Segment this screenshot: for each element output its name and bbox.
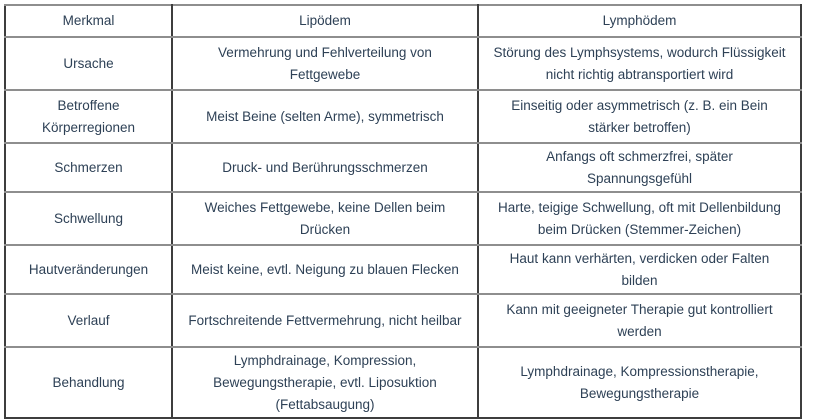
cell-schwellung-lymphoedem: Harte, teigige Schwellung, oft mit Dellenbildung beim Drücken (Stemmer-Zeichen) bbox=[478, 192, 801, 245]
row-label-verlauf: Verlauf bbox=[5, 294, 172, 347]
cell-behandlung-lymphoedem: Lymphdrainage, Kompressionstherapie, Bewegungstherapie bbox=[478, 347, 801, 418]
table-header-row bbox=[5, 5, 801, 37]
column-header-merkmal: Merkmal bbox=[5, 5, 172, 37]
row-label-ursache: Ursache bbox=[5, 37, 172, 90]
row-label-behandlung: Behandlung bbox=[5, 347, 172, 418]
row-label-koerperregionen: Betroffene Körperregionen bbox=[5, 90, 172, 143]
cell-ursache-lymphoedem: Störung des Lymphsystems, wodurch Flüssigkeit nicht richtig abtransportiert wird bbox=[478, 37, 801, 90]
table-row-behandlung bbox=[5, 347, 801, 418]
cell-verlauf-lipoedem: Fortschreitende Fettvermehrung, nicht heilbar bbox=[172, 294, 478, 347]
comparison-table-container bbox=[4, 4, 802, 419]
cell-schwellung-lipoedem: Weiches Fettgewebe, keine Dellen beim Drücken bbox=[172, 192, 478, 245]
table-row-ursache bbox=[5, 37, 801, 90]
column-header-lymphoedem: Lymphödem bbox=[478, 5, 801, 37]
cell-schmerzen-lymphoedem: Anfangs oft schmerzfrei, später Spannungsgefühl bbox=[478, 143, 801, 192]
cell-verlauf-lymphoedem: Kann mit geeigneter Therapie gut kontrolliert werden bbox=[478, 294, 801, 347]
cell-koerperregionen-lymphoedem: Einseitig oder asymmetrisch (z. B. ein Bein stärker betroffen) bbox=[478, 90, 801, 143]
cell-hautveraenderungen-lipoedem: Meist keine, evtl. Neigung zu blauen Flecken bbox=[172, 245, 478, 294]
table-row-schwellung bbox=[5, 192, 801, 245]
row-label-hautveraenderungen: Hautveränderungen bbox=[5, 245, 172, 294]
cell-behandlung-lipoedem: Lymphdrainage, Kompression, Bewegungstherapie, evtl. Liposuktion (Fettabsaugung) bbox=[172, 347, 478, 418]
table-row-koerperregionen bbox=[5, 90, 801, 143]
table-row-hautveraenderungen bbox=[5, 245, 801, 294]
cell-schmerzen-lipoedem: Druck- und Berührungsschmerzen bbox=[172, 143, 478, 192]
row-label-schwellung: Schwellung bbox=[5, 192, 172, 245]
cell-ursache-lipoedem: Vermehrung und Fehlverteilung von Fettgewebe bbox=[172, 37, 478, 90]
cell-koerperregionen-lipoedem: Meist Beine (selten Arme), symmetrisch bbox=[172, 90, 478, 143]
table-row-schmerzen bbox=[5, 143, 801, 192]
row-label-schmerzen: Schmerzen bbox=[5, 143, 172, 192]
table-row-verlauf bbox=[5, 294, 801, 347]
cell-hautveraenderungen-lymphoedem: Haut kann verhärten, verdicken oder Falten bilden bbox=[478, 245, 801, 294]
column-header-lipoedem: Lipödem bbox=[172, 5, 478, 37]
lipoedem-lymphoedem-comparison-table bbox=[4, 4, 802, 419]
